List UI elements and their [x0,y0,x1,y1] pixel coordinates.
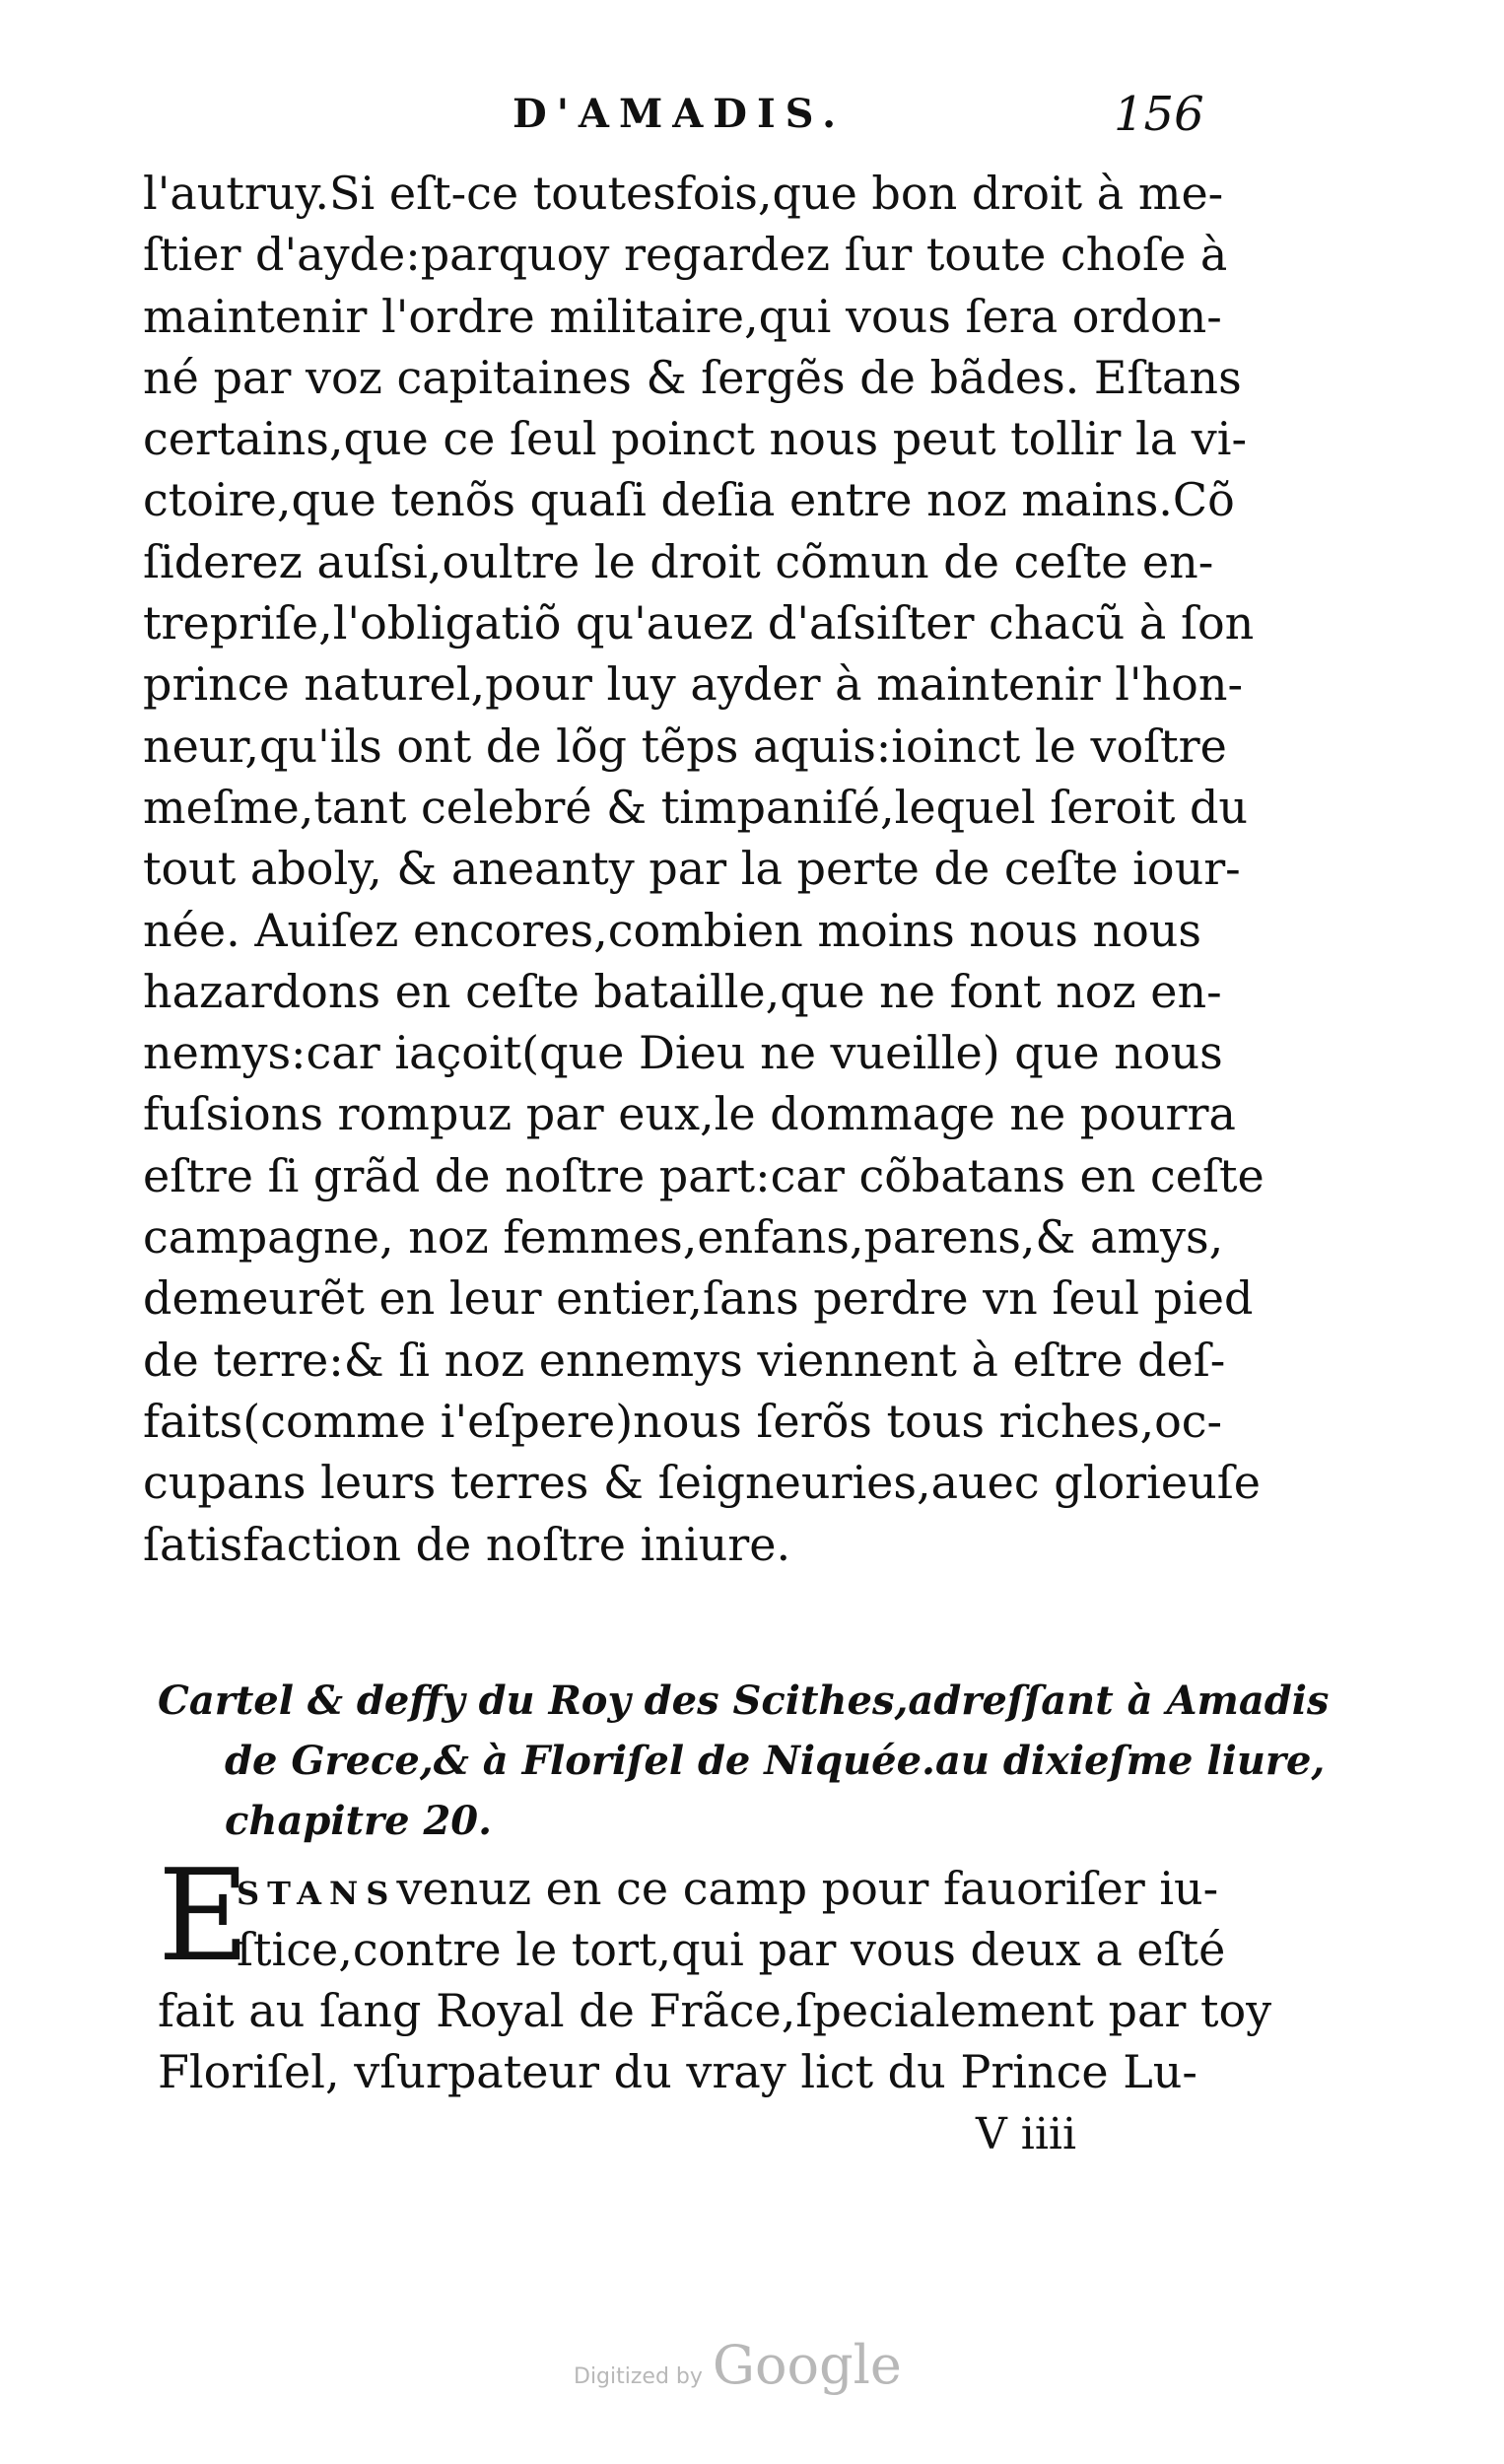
text-line: de terre:& ſi noz ennemys viennent à eſtre deſ- [143,1333,1226,1387]
digitized-watermark [574,2334,902,2396]
text-line: meſme,tant celebré & timpaniſé,lequel ſeroit du [143,780,1249,834]
text-line: faits(comme i'eſpere)nous ſerõs tous riches,oc- [143,1394,1223,1448]
text-line: ſtier d'ayde:parquoy regardez ſur toute choſe à [143,228,1228,282]
text-line: certains,que ce ſeul poinct nous peut tollir la vi- [143,412,1248,466]
page-number: 156 [1114,87,1204,142]
text-line: nemys:car iaçoit(que Dieu ne vueille) que nous [143,1026,1223,1080]
text-line: neur,qu'ils ont de lõg tẽps aquis:ioinct le voſtre [143,719,1227,773]
text-line: née. Auiſez encores,combien moins nous nous [143,903,1202,957]
drop-cap: E [158,1843,250,1990]
text-line: ſatisfaction de noſtre iniure. [143,1517,791,1571]
text-line: né par voz capitaines & ſergẽs de bãdes. Eſtans [143,350,1242,404]
text-line: prince naturel,pour luy ayder à maintenir l'hon- [143,657,1244,712]
text-line: l'autruy.Si eſt-ce toutesfois,que bon droit à me- [143,167,1224,220]
heading-line: chapitre 20. [225,1798,493,1844]
section-heading [158,1671,1330,1851]
first-line-rest: venuz en ce camp pour fauoriſer iu- [396,1862,1219,1915]
letter-text [158,1843,1272,2102]
watermark-logo-text: Google [712,2334,902,2396]
text-line: eſtre ſi grãd de noſtre part:car cõbatans en ceſte [143,1148,1265,1202]
signature-mark: V iiii [976,2109,1077,2159]
text-line: hazardons en ceſte bataille,que ne font noz en- [143,964,1222,1018]
text-line: cupans leurs terres & ſeigneuries,auec glorieuſe [143,1456,1261,1510]
text-line: Floriſel, vſurpateur du vray lict du Prince Lu- [158,2045,1197,2098]
text-line: fait au ſang Royal de Frãce,ſpecialement par toy [158,1984,1272,2037]
text-line: campagne, noz femmes,enfans,parens,& amys, [143,1210,1224,1265]
text-line: ctoire,que tenõs quaſi deſia entre noz mains.Cõ [143,473,1235,527]
text-line: demeurẽt en leur entier,ſans perdre vn ſeul pied [143,1271,1254,1326]
text-line [158,1858,1222,1919]
text-line: maintenir l'ordre militaire,qui vous ſera ordon- [143,289,1222,343]
body-text [143,163,1265,1575]
text-line: ſtice,contre le tort,qui par vous deux a eſté [237,1923,1226,1976]
watermark-small-text: Digitized by [574,2364,703,2389]
text-line: fuſsions rompuz par eux,le dommage ne pourra [143,1087,1236,1141]
running-head: D'AMADIS. [513,91,847,137]
smallcaps-opening: STANS [237,1875,397,1912]
heading-line: Cartel & deffy du Roy des Scithes,adreſſant à Amadis [158,1677,1330,1724]
heading-line: de Grece,& à Floriſel de Niquée.au dixieſme liure, [225,1738,1326,1784]
text-line: trepriſe,l'obligatiõ qu'auez d'aſsiſter chacũ à ſon [143,596,1255,650]
text-line: tout aboly, & aneanty par la perte de ceſte iour- [143,842,1241,896]
text-line: ſiderez auſsi,oultre le droit cõmun de ceſte en- [143,534,1214,588]
